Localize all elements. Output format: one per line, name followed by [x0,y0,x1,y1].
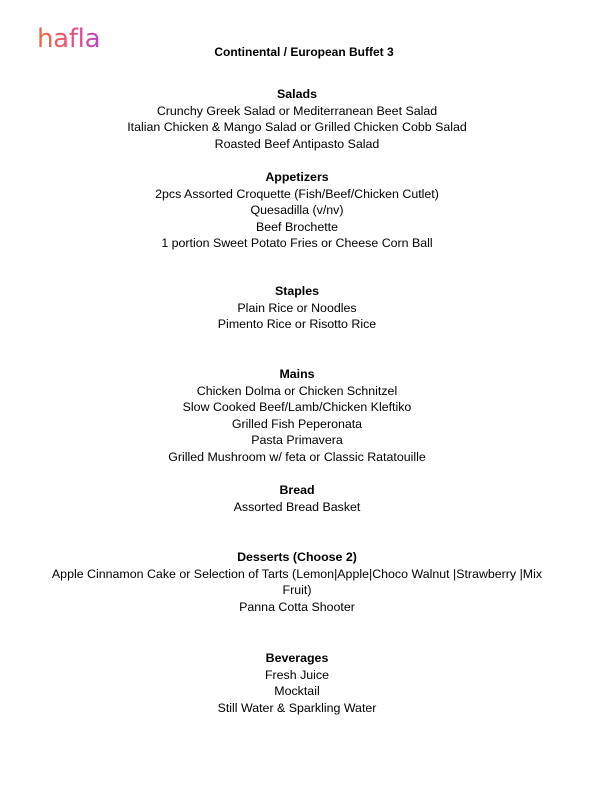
menu-item: Grilled Fish Peperonata [231,416,363,431]
menu-item: 2pcs Assorted Croquette (Fish/Beef/Chicken Cutlet) [155,186,439,201]
section-desserts [0,549,594,615]
section-heading-desserts: Desserts (Choose 2) [237,550,357,564]
menu-item: Chicken Dolma or Chicken Schnitzel [196,383,398,398]
menu-item: Plain Rice or Noodles [237,300,357,315]
section-heading-beverages: Beverages [265,651,329,665]
menu-item: Fresh Juice [264,667,330,682]
section-heading-bread: Bread [279,483,315,497]
menu-item: Mocktail [274,684,320,698]
menu-item: Pimento Rice or Risotto Rice [217,317,377,331]
menu-item: Apple Cinnamon Cake or Selection of Tarts (Lemon|Apple|Choco Walnut |Strawberry |Mix Fruit) [51,566,543,597]
menu-item: 1 portion Sweet Potato Fries or Cheese Corn Ball [161,236,433,250]
menu-item: Beef Brochette [256,219,338,234]
menu-item: Panna Cotta Shooter [239,599,355,614]
menu-item: Crunchy Greek Salad or Mediterranean Beet Salad [156,103,438,118]
menu-item: Roasted Beef Antipasto Salad [214,136,380,151]
menu-item: Grilled Mushroom w/ feta or Classic Ratatouille [168,449,426,464]
section-mains [0,366,594,465]
section-bread [0,482,594,515]
section-staples [0,283,594,333]
section-beverages [0,650,594,716]
menu-item: Slow Cooked Beef/Lamb/Chicken Kleftiko [182,400,412,414]
menu-item: Assorted Bread Basket [233,499,361,514]
section-appetizers [0,169,594,252]
section-heading-mains: Mains [279,367,315,381]
section-heading-salads: Salads [277,87,317,101]
section-heading-staples: Staples [274,284,320,298]
section-salads [0,86,594,152]
section-heading-appetizers: Appetizers [265,170,329,184]
hafla-logo: hafla [37,24,101,54]
menu-item: Pasta Primavera [251,433,343,447]
menu-item: Still Water & Sparkling Water [217,700,377,715]
menu-item: Quesadilla (v/nv) [250,203,344,217]
page-title: Continental / European Buffet 3 [214,45,394,59]
menu-item: Italian Chicken & Mango Salad or Grilled Chicken Cobb Salad [127,120,467,134]
